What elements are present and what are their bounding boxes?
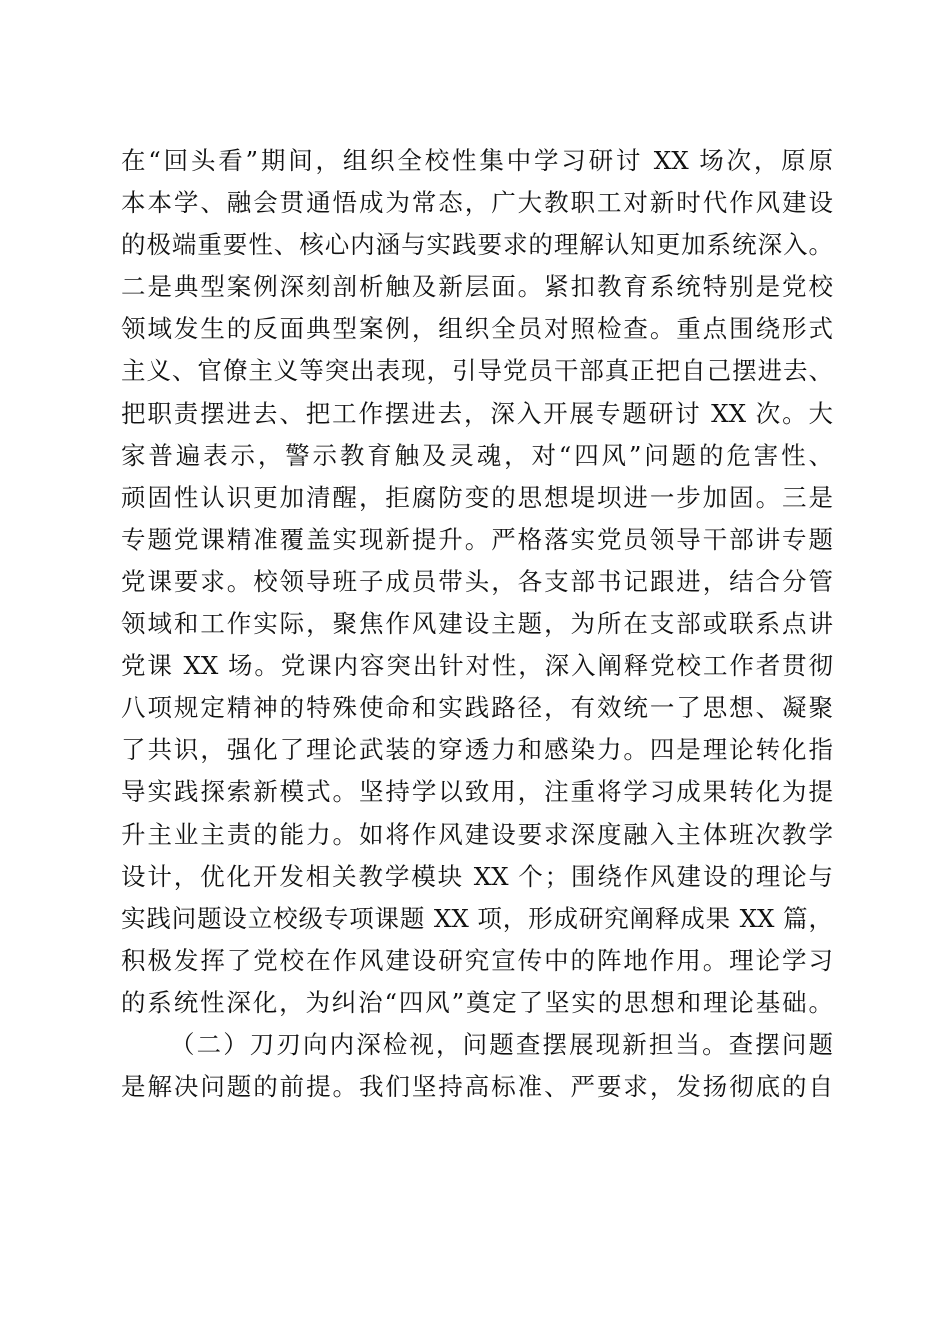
text-line-17: 升主业主责的能力。如将作风建设要求深度融入主体班次教学 <box>121 819 833 849</box>
text-line-21: 的系统性深化，为纠治“四风”奠定了坚实的思想和理论基础。 <box>121 987 833 1017</box>
text-line-16: 导实践探索新模式。坚持学以致用，注重将学习成果转化为提 <box>121 777 833 807</box>
text-line-10: 专题党课精准覆盖实现新提升。严格落实党员领导干部讲专题 <box>121 524 833 554</box>
text-line-2: 本本学、融会贯通悟成为常态，广大教职工对新时代作风建设 <box>121 188 833 218</box>
text-line-19: 实践问题设立校级专项课题 XX 项，形成研究阐释成果 XX 篇， <box>121 903 833 933</box>
text-line-13: 党课 XX 场。党课内容突出针对性，深入阐释党校工作者贯彻 <box>121 651 833 681</box>
text-line-1: 在“回头看”期间，组织全校性集中学习研讨 XX 场次，原原 <box>121 146 833 175</box>
text-line-8: 家普遍表示，警示教育触及灵魂，对“四风”问题的危害性、 <box>121 440 833 470</box>
text-line-12: 领域和工作实际，聚焦作风建设主题，为所在支部或联系点讲 <box>121 609 833 639</box>
section-heading-line: （二）刀刃向内深检视，问题查摆展现新担当。查摆问题 <box>170 1029 833 1059</box>
text-line-3: 的极端重要性、核心内涵与实践要求的理解认知更加系统深入。 <box>121 230 833 260</box>
text-line-23: 是解决问题的前提。我们坚持高标准、严要求，发扬彻底的自 <box>121 1072 833 1102</box>
text-line-18: 设计，优化开发相关教学模块 XX 个；围绕作风建设的理论与 <box>121 861 833 891</box>
text-line-9: 顽固性认识更加清醒，拒腐防变的思想堤坝进一步加固。三是 <box>121 482 833 512</box>
body-text <box>121 140 833 1108</box>
text-line-5: 领域发生的反面典型案例，组织全员对照检查。重点围绕形式 <box>121 314 833 344</box>
text-line-7: 把职责摆进去、把工作摆进去，深入开展专题研讨 XX 次。大 <box>121 398 833 428</box>
text-line-11: 党课要求。校领导班子成员带头，各支部书记跟进，结合分管 <box>121 566 833 596</box>
text-line-4: 二是典型案例深刻剖析触及新层面。紧扣教育系统特别是党校 <box>121 272 833 302</box>
text-line-15: 了共识，强化了理论武装的穿透力和感染力。四是理论转化指 <box>121 735 833 765</box>
text-line-6: 主义、官僚主义等突出表现，引导党员干部真正把自己摆进去、 <box>121 356 833 386</box>
text-line-20: 积极发挥了党校在作风建设研究宣传中的阵地作用。理论学习 <box>121 945 833 975</box>
text-line-14: 八项规定精神的特殊使命和实践路径，有效统一了思想、凝聚 <box>121 693 833 723</box>
